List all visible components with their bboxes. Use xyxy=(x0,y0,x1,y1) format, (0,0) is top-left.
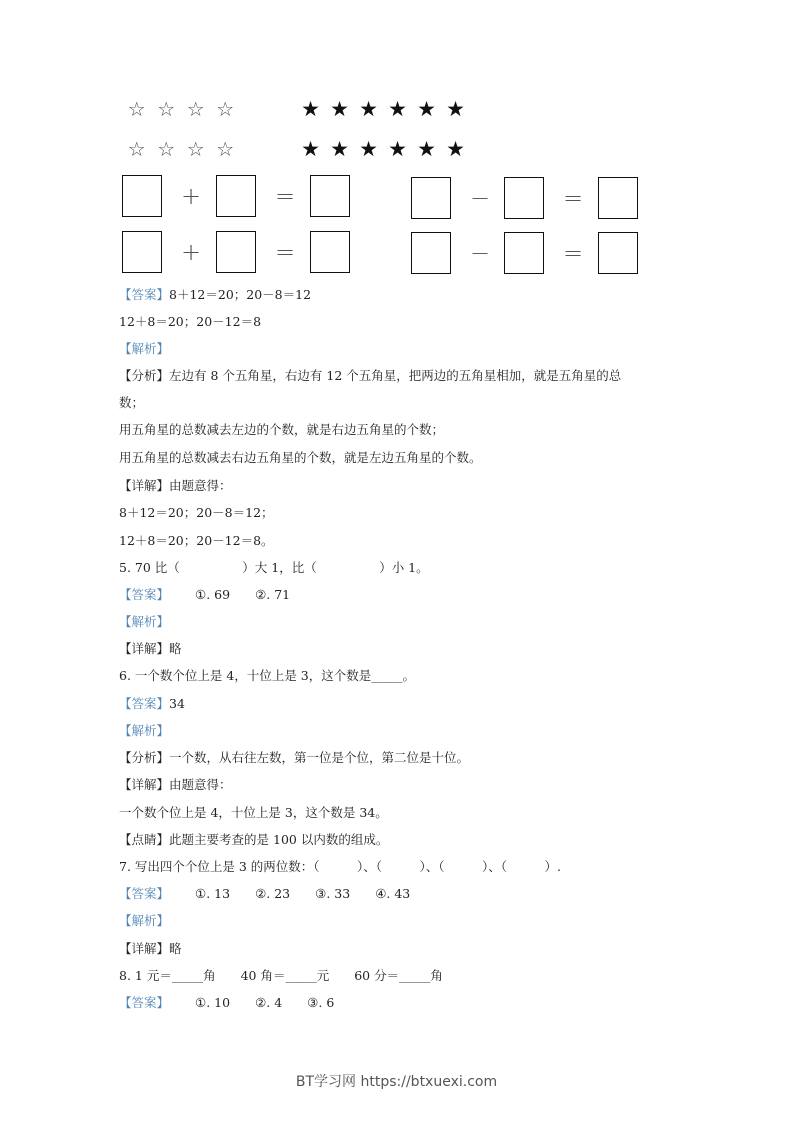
dianjing-tag: 【点睛】 xyxy=(119,832,170,847)
answer-tag: 【答案】 xyxy=(119,587,170,602)
answer-box[interactable] xyxy=(216,231,256,273)
q4-answer-line xyxy=(119,286,311,304)
q6-dianjing-line xyxy=(119,831,388,849)
analysis-tag: 【解析】 xyxy=(119,614,170,629)
footer-watermark: BT学习网 https://btxuexi.com xyxy=(295,1074,498,1090)
hollow-star-icon: ☆ xyxy=(127,137,146,161)
answer-box[interactable] xyxy=(598,232,638,274)
equals-sign: = xyxy=(274,238,296,266)
equals-sign: = xyxy=(562,184,584,212)
solid-star-icon: ★ xyxy=(417,97,436,121)
q5-question: 5. 70 比（ ）大 1，比（ ）小 1。 xyxy=(119,560,429,575)
answer-box[interactable] xyxy=(216,175,256,217)
q4-detail-line-1: 8＋12＝20；20－8＝12； xyxy=(119,505,274,520)
answer-box[interactable] xyxy=(504,232,544,274)
solid-stars-row-1 xyxy=(296,97,470,121)
solid-star-icon: ★ xyxy=(301,97,320,121)
solid-star-icon: ★ xyxy=(359,97,378,121)
equals-sign: = xyxy=(274,182,296,210)
answer-box[interactable] xyxy=(411,177,451,219)
hollow-star-icon: ☆ xyxy=(186,97,205,121)
solid-star-icon: ★ xyxy=(301,137,320,161)
q5-answer-line xyxy=(119,586,290,604)
q6-detail-text: 一个数个位上是 4，十位上是 3，这个数是 34。 xyxy=(119,805,388,820)
minus-sign: − xyxy=(469,184,491,212)
fenxi-tag: 【分析】 xyxy=(119,368,170,383)
detail-tag: 【详解】 xyxy=(119,777,170,792)
q4-answer-line-2: 12＋8＝20；20－12＝8 xyxy=(119,314,262,329)
q6-question: 6. 一个数个位上是 4，十位上是 3，这个数是_____。 xyxy=(119,668,416,683)
detail-tag: 【详解】 xyxy=(119,941,170,956)
answer-box[interactable] xyxy=(310,231,350,273)
equals-sign: = xyxy=(562,239,584,267)
q4-detail-line-2: 12＋8＝20；20－12＝8。 xyxy=(119,533,274,548)
q4-detail-line xyxy=(119,477,232,495)
solid-star-icon: ★ xyxy=(330,137,349,161)
q4-fenxi-text: 左边有 8 个五角星，右边有 12 个五角星，把两边的五角星相加，就是五角星的总 xyxy=(169,368,622,383)
q6-detail-intro: 由题意得： xyxy=(169,777,232,792)
analysis-tag: 【解析】 xyxy=(119,913,170,928)
solid-star-icon: ★ xyxy=(417,137,436,161)
q7-answer-line xyxy=(119,885,410,903)
q8-answer-line xyxy=(119,994,334,1012)
q6-detail-line xyxy=(119,776,232,794)
q7-answers: ①. 13 ②. 23 ③. 33 ④. 43 xyxy=(195,886,411,901)
hollow-stars-row-2 xyxy=(122,137,240,161)
q5-detail: 略 xyxy=(169,641,182,656)
q4-fenxi-line-1 xyxy=(119,367,621,385)
answer-box[interactable] xyxy=(504,177,544,219)
q7-detail: 略 xyxy=(169,941,182,956)
minus-sign: − xyxy=(469,239,491,267)
answer-tag: 【答案】 xyxy=(119,995,170,1010)
detail-tag: 【详解】 xyxy=(119,641,170,656)
q7-question: 7. 写出四个个位上是 3 的两位数：（ ）、（ ）、（ ）、（ ）. xyxy=(119,859,562,874)
solid-star-icon: ★ xyxy=(388,137,407,161)
solid-star-icon: ★ xyxy=(330,97,349,121)
q6-answer-line xyxy=(119,695,185,713)
hollow-star-icon: ☆ xyxy=(216,137,235,161)
q4-fenxi-line-4: 用五角星的总数减去右边五角星的个数，就是左边五角星的个数。 xyxy=(119,450,482,465)
hollow-star-icon: ☆ xyxy=(127,97,146,121)
q8-answers: ①. 10 ②. 4 ③. 6 xyxy=(195,995,335,1010)
q6-fenxi: 一个数，从右往左数，第一位是个位，第二位是十位。 xyxy=(169,750,470,765)
solid-stars-row-2 xyxy=(296,137,470,161)
hollow-star-icon: ☆ xyxy=(216,97,235,121)
answer-box[interactable] xyxy=(411,232,451,274)
plus-sign: + xyxy=(180,182,202,210)
answer-box[interactable] xyxy=(122,175,162,217)
plus-sign: + xyxy=(180,238,202,266)
hollow-star-icon: ☆ xyxy=(186,137,205,161)
solid-star-icon: ★ xyxy=(446,97,465,121)
hollow-stars-row-1 xyxy=(122,97,240,121)
q4-detail-intro: 由题意得： xyxy=(169,478,232,493)
solid-star-icon: ★ xyxy=(388,97,407,121)
answer-tag: 【答案】 xyxy=(119,287,170,302)
solid-star-icon: ★ xyxy=(359,137,378,161)
analysis-tag: 【解析】 xyxy=(119,723,170,738)
hollow-star-icon: ☆ xyxy=(157,97,176,121)
detail-tag: 【详解】 xyxy=(119,478,170,493)
q4-fenxi-line-2: 数； xyxy=(119,395,145,410)
q4-answer-text: 8＋12＝20；20－8＝12 xyxy=(169,287,312,302)
q7-detail-line xyxy=(119,940,182,958)
answer-tag: 【答案】 xyxy=(119,696,170,711)
q6-answer: 34 xyxy=(169,696,185,711)
answer-tag: 【答案】 xyxy=(119,886,170,901)
answer-box[interactable] xyxy=(598,177,638,219)
answer-box[interactable] xyxy=(310,175,350,217)
q8-question: 8. 1 元＝_____角 40 角＝_____元 60 分＝_____角 xyxy=(119,968,443,983)
answer-box[interactable] xyxy=(122,231,162,273)
q5-answers: ①. 69 ②. 71 xyxy=(195,587,291,602)
analysis-tag: 【解析】 xyxy=(119,341,170,356)
hollow-star-icon: ☆ xyxy=(157,137,176,161)
solid-star-icon: ★ xyxy=(446,137,465,161)
q5-detail-line xyxy=(119,640,182,658)
fenxi-tag: 【分析】 xyxy=(119,750,170,765)
q4-fenxi-line-3: 用五角星的总数减去左边的个数，就是右边五角星的个数； xyxy=(119,422,445,437)
q6-fenxi-line xyxy=(119,749,469,767)
q6-dianjing: 此题主要考查的是 100 以内数的组成。 xyxy=(169,832,389,847)
